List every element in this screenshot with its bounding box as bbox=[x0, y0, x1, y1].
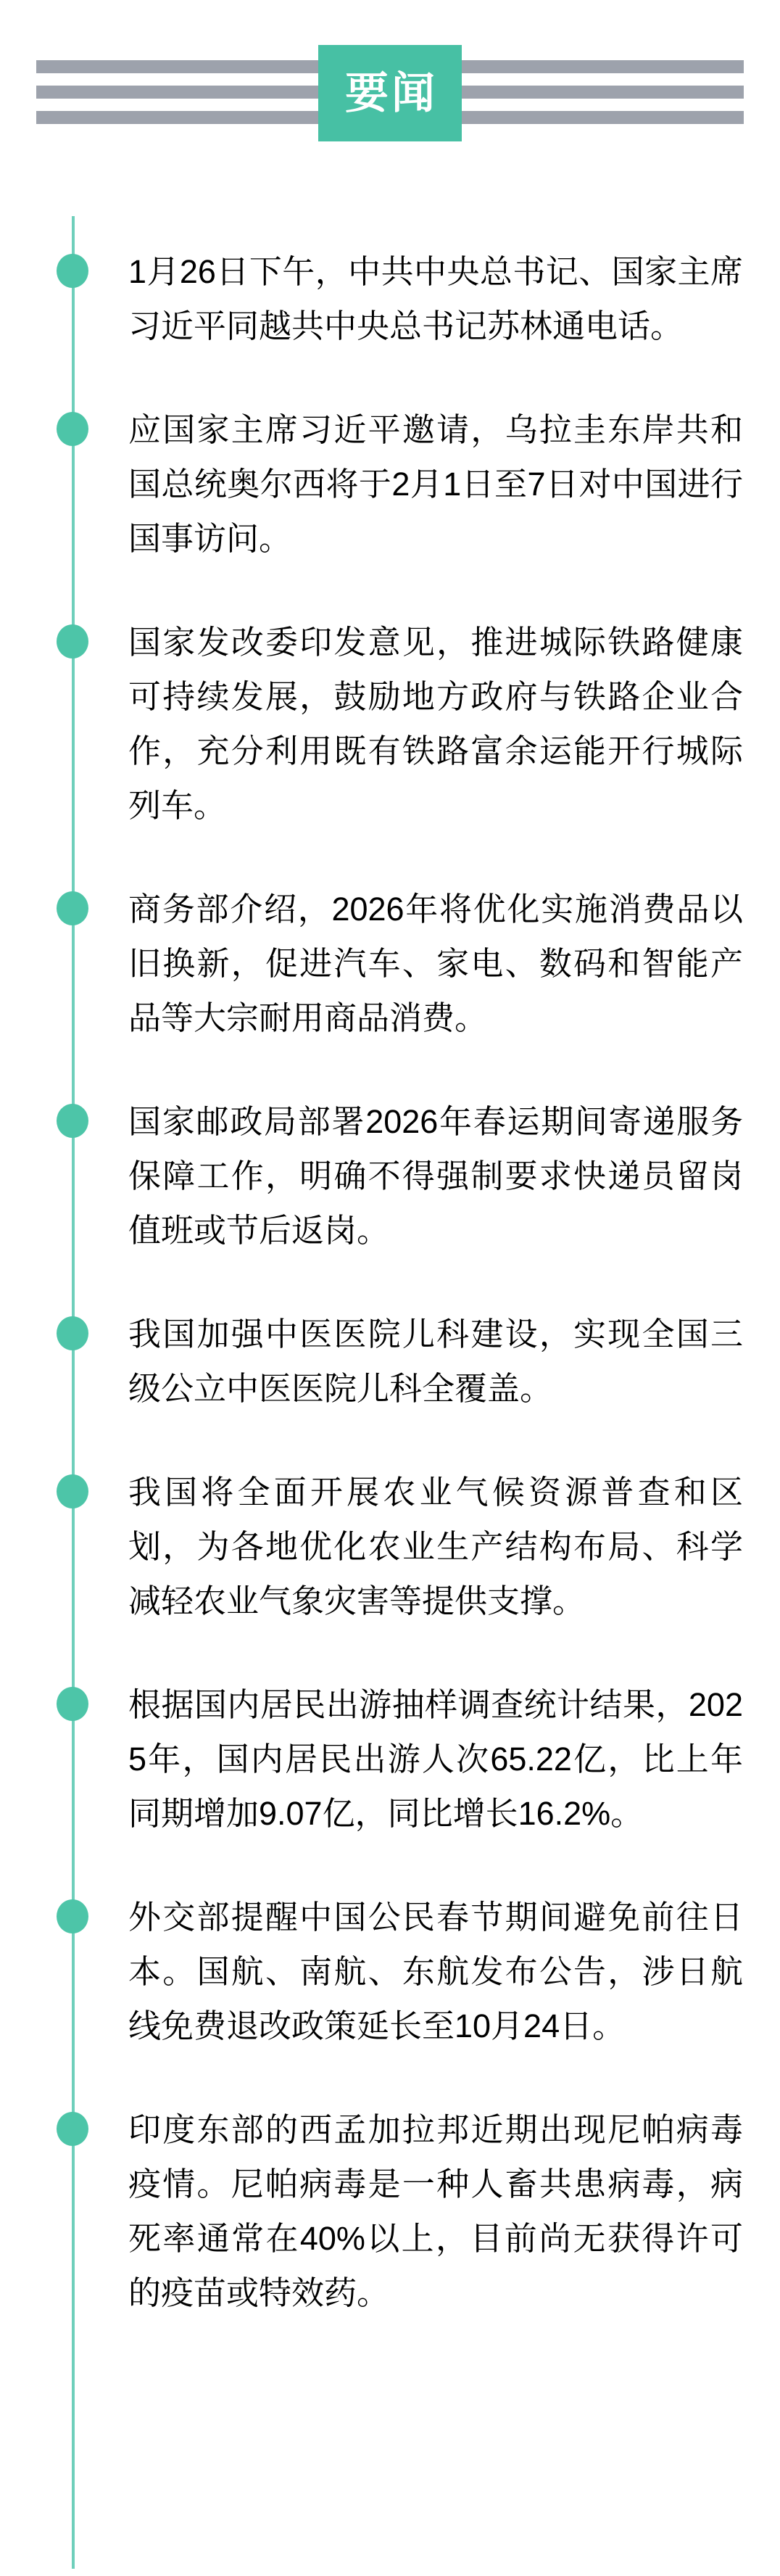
news-item bbox=[128, 615, 743, 833]
news-item-text: 商务部介绍，2026年将优化实施消费品以旧换新，促进汽车、家电、数码和智能产品等大宗耐用商品消费。 bbox=[128, 891, 743, 1036]
timeline-dot-icon bbox=[57, 412, 88, 446]
news-item bbox=[128, 1677, 743, 1841]
news-item bbox=[128, 1094, 743, 1258]
timeline-dot-icon bbox=[57, 1104, 88, 1138]
news-item-text: 印度东部的西孟加拉邦近期出现尼帕病毒疫情。尼帕病毒是一种人畜共患病毒，病死率通常在40%以上，目前尚无获得许可的疫苗或特效药。 bbox=[128, 2111, 743, 2311]
news-item bbox=[128, 1465, 743, 1628]
news-item-text: 外交部提醒中国公民春节期间避免前往日本。国航、南航、东航发布公告，涉日航线免费退改政策延长至10月24日。 bbox=[128, 1899, 743, 2044]
section-header bbox=[0, 0, 780, 167]
timeline-dot-icon bbox=[57, 1474, 88, 1508]
news-item-text: 根据国内居民出游抽样调查统计结果，2025年，国内居民出游人次65.22亿，比上年同期增加9.07亿，同比增长16.2%。 bbox=[128, 1686, 743, 1832]
timeline-dot-icon bbox=[57, 1316, 88, 1350]
news-item-text: 1月26日下午，中共中央总书记、国家主席习近平同越共中央总书记苏林通电话。 bbox=[128, 253, 743, 344]
news-item-text: 我国加强中医医院儿科建设，实现全国三级公立中医医院儿科全覆盖。 bbox=[128, 1316, 743, 1407]
news-item bbox=[128, 1307, 743, 1416]
news-item bbox=[128, 1890, 743, 2053]
news-item bbox=[128, 402, 743, 566]
timeline-dot-icon bbox=[57, 624, 88, 659]
timeline-line bbox=[72, 216, 75, 2569]
timeline-dot-icon bbox=[57, 2112, 88, 2146]
news-item-text: 国家邮政局部署2026年春运期间寄递服务保障工作，明确不得强制要求快递员留岗值班或节后返岗。 bbox=[128, 1103, 743, 1249]
news-item-text: 应国家主席习近平邀请，乌拉圭东岸共和国总统奥尔西将于2月1日至7日对中国进行国事访问。 bbox=[128, 411, 743, 557]
news-item bbox=[128, 2102, 743, 2320]
section-title: 要闻 bbox=[345, 68, 438, 117]
news-item-text: 国家发改委印发意见，推进城际铁路健康可持续发展，鼓励地方政府与铁路企业合作，充分利用既有铁路富余运能开行城际列车。 bbox=[128, 624, 743, 824]
news-item-text: 我国将全面开展农业气候资源普查和区划，为各地优化农业生产结构布局、科学减轻农业气象灾害等提供支撑。 bbox=[128, 1474, 743, 1619]
news-timeline bbox=[128, 244, 743, 2320]
timeline-dot-icon bbox=[57, 254, 88, 288]
news-item bbox=[128, 244, 743, 353]
timeline-dot-icon bbox=[57, 1687, 88, 1721]
timeline-dot-icon bbox=[57, 1899, 88, 1933]
section-title-badge bbox=[318, 45, 462, 141]
timeline-dot-icon bbox=[57, 891, 88, 925]
news-item bbox=[128, 882, 743, 1045]
